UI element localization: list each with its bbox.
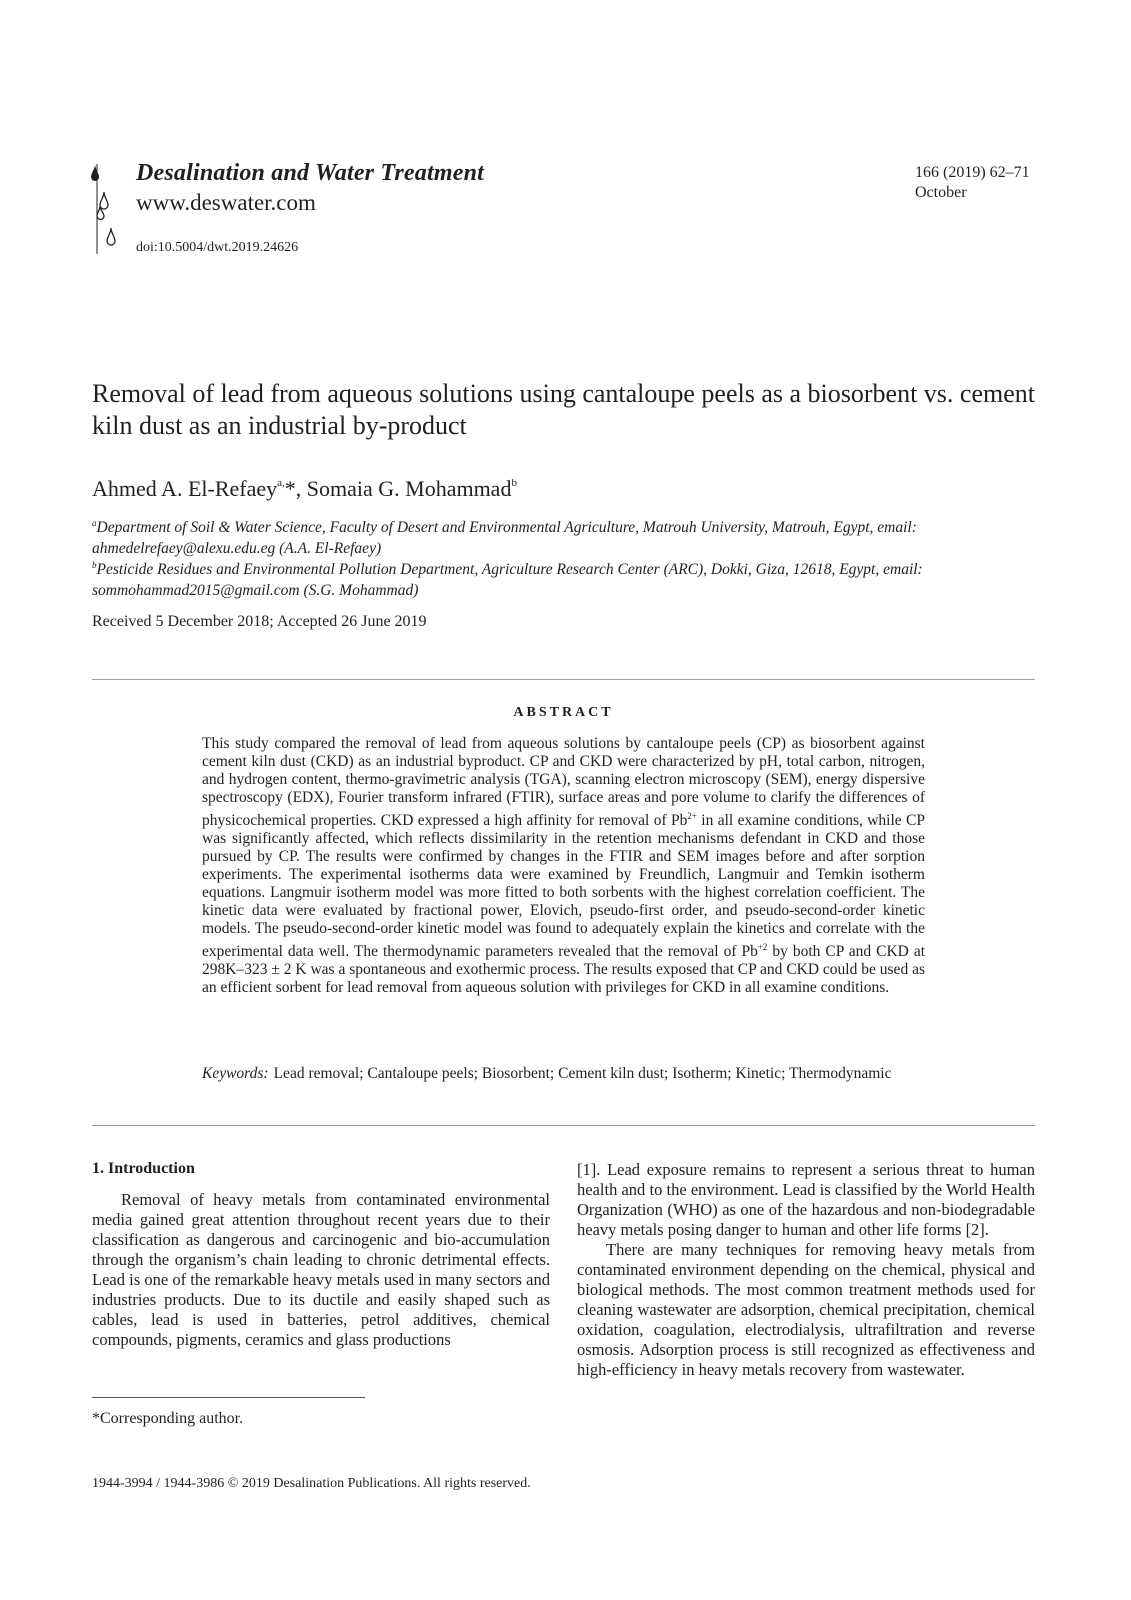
author-name: Somaia G. Mohammad (306, 476, 512, 501)
author-list (92, 476, 517, 502)
journal-logo-icon (90, 162, 118, 256)
body-paragraph: [1]. Lead exposure remains to represent a serious threat to human health and to the environment. Lead is classified by the World Health Organization (WHO) as one of the hazardous and non-biodegradable heavy metals posing danger to human and other life forms [2]. (577, 1160, 1035, 1239)
copyright-line: 1944-3994 / 1944-3986 © 2019 Desalination Publications. All rights reserved. (92, 1476, 531, 1491)
affiliation-marker: b (92, 559, 97, 570)
issue-month: October (915, 184, 967, 201)
doi-link[interactable]: doi:10.5004/dwt.2019.24626 (136, 240, 299, 255)
affiliation-marker: a, (277, 476, 285, 489)
volume-info (915, 163, 1030, 203)
corresponding-author-marker: * (284, 476, 296, 501)
journal-name: Desalination and Water Treatment (136, 160, 484, 186)
author-name: Ahmed A. El-Refaey (92, 476, 278, 501)
keywords-label: Keywords: (202, 1065, 269, 1082)
abstract-text-segment: in all examine conditions, while CP was significantly affected, which reflects dissimilarity in the retention mechanisms defendant in CKD and those pursued by CP. The results were confirmed by changes in the FTIR and SEM images before and after sorption experiments. The experimental isotherms data were examined by Freundlich, Langmuir and Temkin isotherm equations. Langmuir isotherm model was more fitted to both sorbents with the highest correlation coefficient. The kinetic data were evaluated by fractional power, Elovich, pseudo-first order, and pseudo-second-order kinetic models. The pseudo-second-order kinetic model was found to adequately explain the kinetics and correlate with the experimental data well. The thermodynamic parameters revealed that the removal of Pb (202, 812, 925, 961)
paper-title: Removal of lead from aqueous solutions using cantaloupe peels as a biosorbent vs. cement kiln dust as an industrial by-product (92, 379, 1035, 440)
author-separator: , (295, 476, 307, 501)
divider (92, 1125, 1035, 1126)
received-dates: Received 5 December 2018; Accepted 26 June 2019 (92, 613, 427, 630)
superscript: 2+ (687, 811, 697, 821)
affiliation-marker: a (92, 517, 97, 528)
affiliation-text: Pesticide Residues and Environmental Pollution Department, Agriculture Research Center (ARC), Dokki, Giza, 12618, Egypt, email: sommohammad2015@gmail.com (S.G. Mohammad) (92, 561, 923, 599)
keywords (202, 1064, 925, 1083)
superscript: +2 (757, 942, 768, 953)
journal-website-link[interactable]: www.deswater.com (136, 190, 316, 215)
abstract-heading: ABSTRACT (513, 705, 614, 720)
keywords-text: Lead removal; Cantaloupe peels; Biosorbent; Cement kiln dust; Isotherm; Kinetic; Thermodynamic (273, 1065, 892, 1082)
footnote: *Corresponding author. (92, 1410, 244, 1427)
affiliation-text: Department of Soil & Water Science, Faculty of Desert and Environmental Agriculture, Matrouh University, Matrouh, Egypt, email: ahmedelrefaey@alexu.edu.eg (A.A. El-Refaey) (92, 519, 917, 557)
abstract-text-segment: This study compared the removal of lead from aqueous solutions by cantaloupe peels (CP) as biosorbent against cement kiln dust (CKD) as an industrial byproduct. CP and CKD were characterized by pH, total carbon, nitrogen, and hydrogen content, thermo-gravimetric analysis (TGA), scanning electron microscopy (SEM), energy dispersive spectroscopy (EDX), Fourier transform infrared (FTIR), surface areas and pore volume to clarify the differences of physicochemical properties. CKD expressed a high affinity for removal of Pb (202, 735, 925, 830)
footnote-divider (92, 1397, 365, 1398)
volume-pages: 166 (2019) 62–71 (915, 164, 1030, 181)
body-paragraph: Removal of heavy metals from contaminated environmental media gained great attention throughout recent years due to their classification as dangerous and carcinogenic and bio-accumulation through the organism’s chain leading to chronic detrimental effects. Lead is one of the remarkable heavy metals used in many sectors and industries products. Due to its ductile and easily shaped such as cables, lead is used in batteries, petrol additives, chemical compounds, pigments, ceramics and glass productions (92, 1190, 550, 1349)
affiliation (92, 559, 1052, 601)
body-paragraph: There are many techniques for removing heavy metals from contaminated environment depending on the chemical, physical and biological methods. The most common treatment methods used for cleaning wastewater are adsorption, chemical precipitation, chemical oxidation, coagulation, electrodialysis, ultrafiltration and reverse osmosis. Adsorption process is still recognized as effectiveness and high-efficiency in heavy metals recovery from wastewater. (577, 1240, 1035, 1379)
divider (92, 679, 1035, 680)
section-heading: 1. Introduction (92, 1160, 195, 1177)
abstract-body (202, 735, 925, 997)
abstract-text-segment: by both CP and CKD at 298K–323 ± 2 K was a spontaneous and exothermic process. The results exposed that CP and CKD could be used as an efficient sorbent for lead removal from aqueous solution with privileges for CKD in all examine conditions. (202, 943, 926, 997)
affiliation (92, 517, 1052, 559)
right-column (577, 1160, 1035, 1380)
affiliation-marker: b (511, 476, 517, 489)
left-column (92, 1190, 550, 1350)
